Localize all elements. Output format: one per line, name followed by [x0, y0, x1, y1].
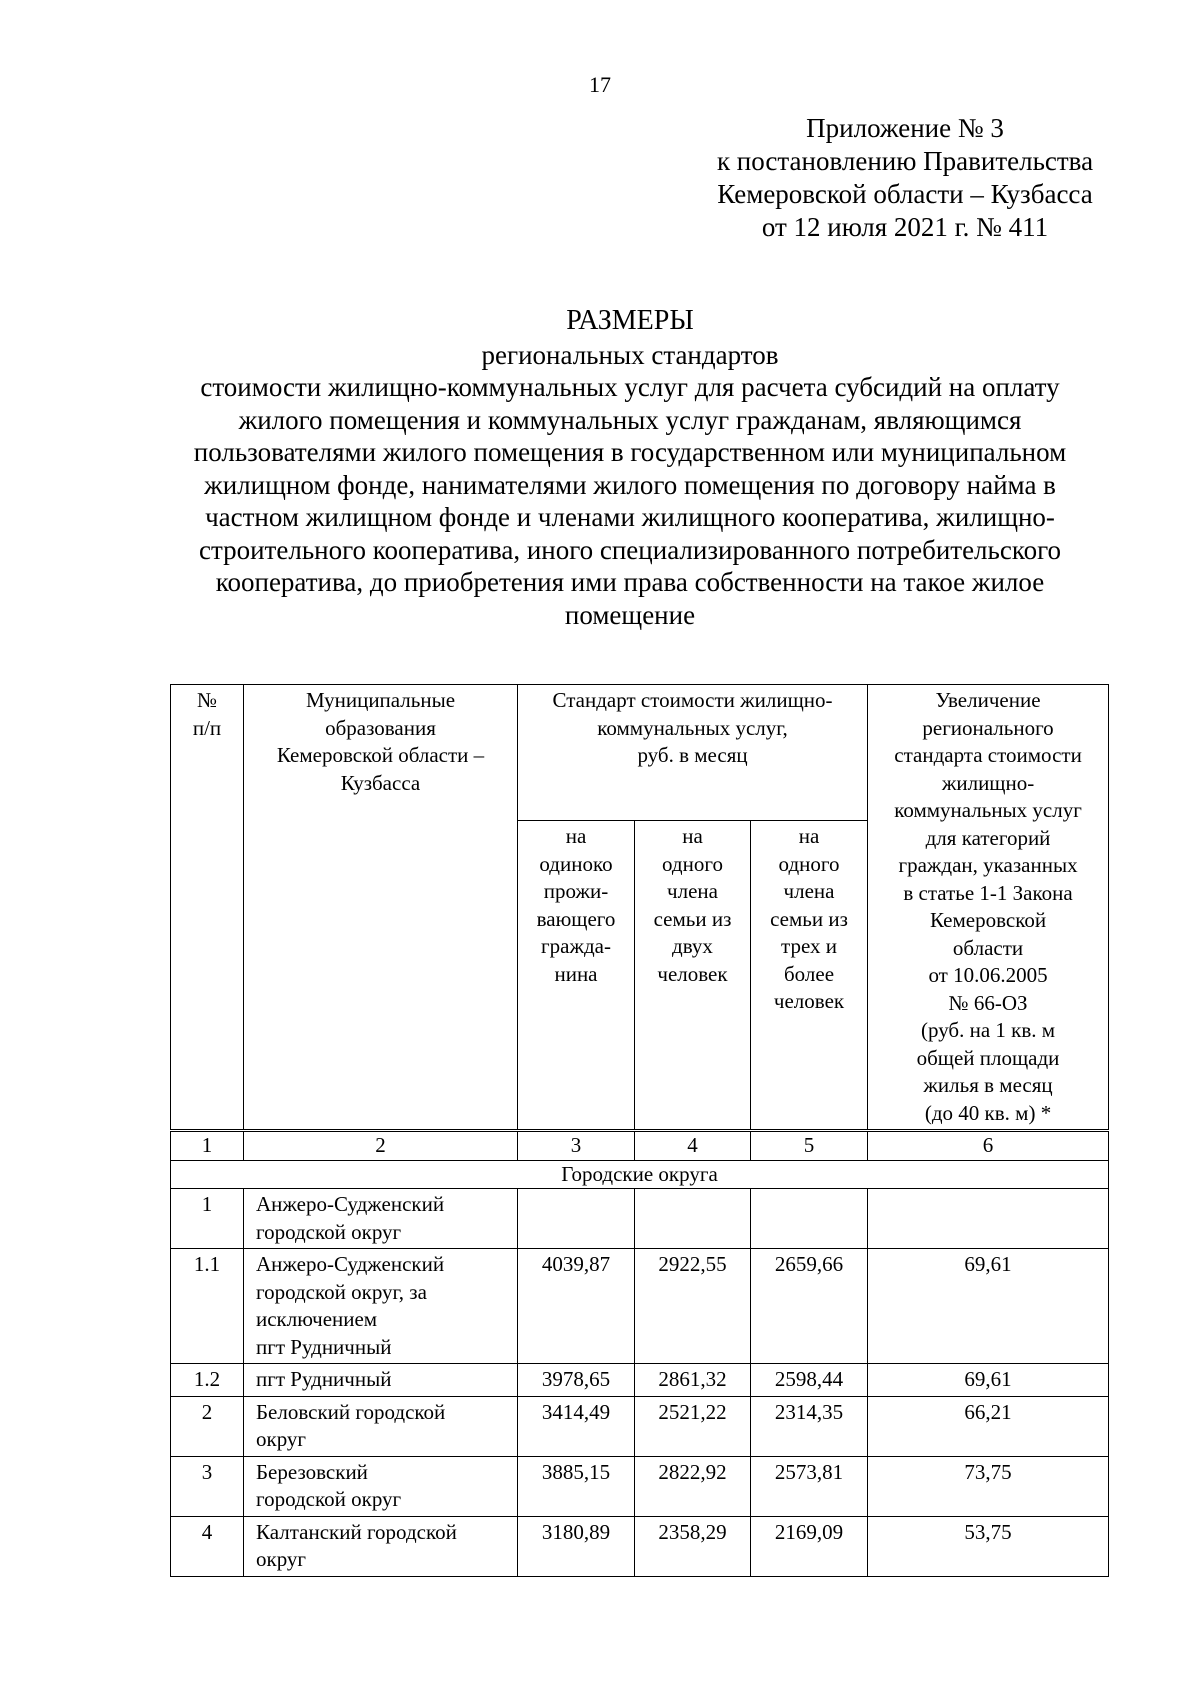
municipality-name-line: пгт Рудничный [256, 1367, 392, 1391]
municipality-name-line: округ [256, 1427, 307, 1451]
value-three: 2659,66 [751, 1249, 868, 1364]
table-row [171, 1396, 1109, 1456]
row-municipality [244, 1396, 518, 1456]
header-three: на одного члена семьи из трех и более человек [751, 821, 868, 1131]
value-increase: 69,61 [868, 1364, 1109, 1397]
municipality-name-line: исключением [256, 1307, 378, 1331]
appendix-line: Кемеровской области – Кузбасса [717, 179, 1093, 209]
title-line: пользователями жилого помещения в государственном или муниципальном [193, 437, 1067, 467]
value-increase: 53,75 [868, 1516, 1109, 1576]
value-two: 2922,55 [635, 1249, 751, 1364]
table-row [171, 1364, 1109, 1397]
column-number-row [171, 1131, 1109, 1161]
value-single [518, 1189, 635, 1249]
value-two: 2822,92 [635, 1456, 751, 1516]
header-single: на одиноко прожи- вающего гражда- нина [518, 821, 635, 1131]
row-municipality [244, 1364, 518, 1397]
value-increase: 66,21 [868, 1396, 1109, 1456]
header-two: на одного члена семьи из двух человек [635, 821, 751, 1131]
row-number: 4 [171, 1516, 244, 1576]
value-single: 3978,65 [518, 1364, 635, 1397]
column-number: 2 [244, 1131, 518, 1161]
value-single: 4039,87 [518, 1249, 635, 1364]
municipality-name-line: Калтанский городской [256, 1519, 457, 1544]
title-line: помещение [564, 599, 696, 630]
municipality-name-line: Беловский городской [256, 1399, 446, 1424]
appendix-line: Приложение № 3 [806, 113, 1004, 143]
value-three: 2314,35 [751, 1396, 868, 1456]
row-number: 3 [171, 1456, 244, 1516]
header-standard: Стандарт стоимости жилищно- коммунальных услуг, руб. в месяц [518, 685, 868, 821]
appendix-line: к постановлению Правительства [716, 146, 1094, 176]
column-number: 4 [635, 1131, 751, 1161]
header-increase: Увеличение регионального стандарта стоимости жилищно- коммунальных услуг для категорий граждан, указанных в статье 1-1 Закона Кемеровской области от 10.06.2005 № 66-ОЗ (руб. на 1 кв. м общей площади жилья в месяц (до 40 кв. м) * [868, 685, 1109, 1131]
title-line: жилого помещения и коммунальных услуг гражданам, являющимся [238, 404, 1022, 435]
column-number: 3 [518, 1131, 635, 1161]
table-row [171, 1249, 1109, 1364]
header-municipality: Муниципальные образования Кемеровской области – Кузбасса [244, 685, 518, 1131]
value-increase: 69,61 [868, 1249, 1109, 1364]
value-two: 2358,29 [635, 1516, 751, 1576]
value-three: 2573,81 [751, 1456, 868, 1516]
page-number: 17 [589, 72, 611, 97]
value-two [635, 1189, 751, 1249]
value-single: 3180,89 [518, 1516, 635, 1576]
table-row [171, 1189, 1109, 1249]
municipality-name-line: городской округ [256, 1219, 402, 1244]
title-line: частном жилищном фонде и членами жилищного кооператива, жилищно- [205, 502, 1055, 532]
value-two: 2861,32 [635, 1364, 751, 1397]
column-number: 1 [171, 1131, 244, 1161]
value-three: 2169,09 [751, 1516, 868, 1576]
value-three: 2598,44 [751, 1364, 868, 1397]
table-row [171, 1456, 1109, 1516]
municipality-name-line: Анжеро-Судженский [256, 1252, 445, 1276]
title-line: кооператива, до приобретения ими права собственности на такое жилое [215, 567, 1045, 597]
value-three [751, 1189, 868, 1249]
municipality-name-line: городской округ [256, 1487, 402, 1511]
value-single: 3885,15 [518, 1456, 635, 1516]
header-num: № п/п [171, 685, 244, 1131]
table-row [171, 1516, 1109, 1576]
column-number: 5 [751, 1131, 868, 1161]
row-number: 1.1 [171, 1249, 244, 1364]
value-increase [868, 1189, 1109, 1249]
row-municipality [244, 1249, 518, 1364]
column-number: 6 [868, 1131, 1109, 1161]
municipality-name-line: Березовский [256, 1459, 368, 1484]
header-row [171, 685, 1109, 821]
section-row [171, 1160, 1109, 1189]
value-two: 2521,22 [635, 1396, 751, 1456]
document-title [150, 305, 1110, 631]
title-line: строительного кооператива, иного специализированного потребительского [199, 534, 1061, 565]
title-heading: РАЗМЕРЫ [566, 305, 694, 336]
row-number: 1 [171, 1189, 244, 1249]
row-number: 1.2 [171, 1364, 244, 1397]
row-municipality [244, 1456, 518, 1516]
municipality-name-line: пгт Рудничный [256, 1334, 392, 1359]
row-number: 2 [171, 1396, 244, 1456]
section-title: Городские округа [171, 1160, 1109, 1189]
appendix-header [690, 112, 1120, 244]
title-line: стоимости жилищно-коммунальных услуг для расчета субсидий на оплату [200, 372, 1060, 402]
standards-table [170, 684, 1109, 1577]
municipality-name-line: Анжеро-Судженский [256, 1192, 445, 1216]
title-line: региональных стандартов [481, 339, 779, 370]
title-line: жилищном фонде, нанимателями жилого помещения по договору найма в [204, 469, 1056, 500]
row-municipality [244, 1516, 518, 1576]
value-increase: 73,75 [868, 1456, 1109, 1516]
row-municipality [244, 1189, 518, 1249]
value-single: 3414,49 [518, 1396, 635, 1456]
appendix-line: от 12 июля 2021 г. № 411 [761, 212, 1049, 242]
municipality-name-line: округ [256, 1547, 307, 1571]
municipality-name-line: городской округ, за [256, 1279, 427, 1304]
